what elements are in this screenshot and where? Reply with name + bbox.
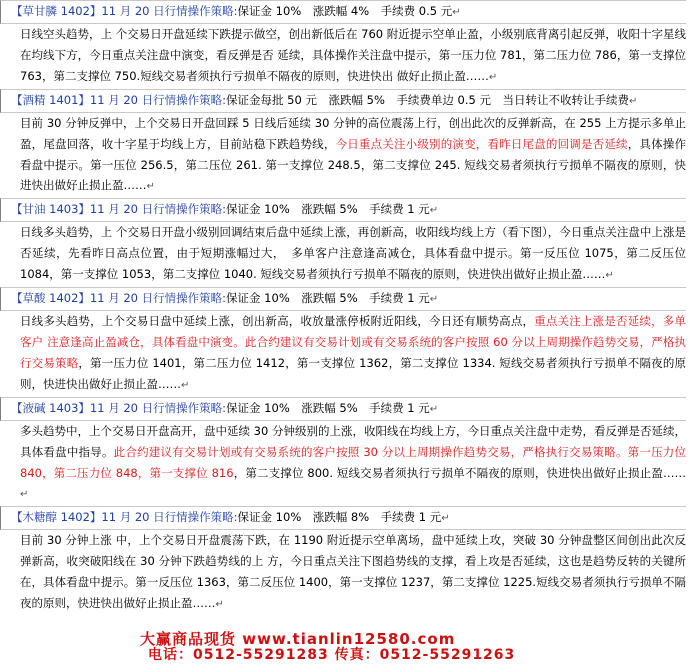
- contract-name: 【木糖醇 1402】: [11, 510, 102, 525]
- contract-name: 【酒精 1401】: [11, 92, 90, 107]
- section-header: [0, 397, 686, 421]
- analysis-paragraph: [0, 311, 686, 397]
- line-break-mark-icon: ↵: [441, 513, 450, 525]
- body-text: ，第一压力位 1401，第二压力位 1412，第一支撑位 1362，第二支撑位 1334. 短线交易者须执行亏损单不隔夜的原则，快进快出做好止损止盈……: [20, 355, 687, 391]
- line-break-mark-icon: ↵: [429, 403, 439, 415]
- analysis-paragraph: [0, 24, 686, 89]
- paragraph-mark-icon: ↵: [20, 489, 29, 501]
- highlight-text: 今日重点关注小级别的演变，看昨日尾盘的回调是否延续: [335, 136, 628, 151]
- strategy-section: [0, 397, 686, 507]
- paragraph-mark-icon: ↵: [215, 599, 224, 611]
- strategy-title: 11 月 20 日行情操作策略:: [89, 400, 227, 415]
- section-header: [0, 287, 686, 311]
- contract-terms: 保证金 10% 涨跌幅 5% 手续费 1 元: [226, 400, 430, 415]
- section-header: [0, 506, 686, 530]
- paragraph-mark-icon: ↵: [181, 379, 190, 391]
- footer-watermark: [140, 628, 560, 663]
- body-text: 多头趋势中，上个交易日开盘高开，盘中延续 30 分钟级别的上涨，收阳线在均线上方，今日重点关注盘中走势，看反弹是否延续，具体看盘中指导。: [20, 423, 686, 459]
- strategy-section: [0, 198, 686, 287]
- section-header: [0, 198, 686, 222]
- strategy-section: [0, 287, 686, 397]
- body-text: ，具体操作看盘中提示。第一压位 256.5，第二压位 261. 第一支撑位 248.5，第二支撑位 245. 短线交易者须执行亏损单不隔夜的原则，快进快出做好止损止盈……: [20, 136, 686, 193]
- section-header: [0, 89, 686, 113]
- analysis-paragraph: [0, 222, 686, 287]
- body-text: 日线多头趋势，上 个交易日开盘小级别回调结束后盘中延续上涨，再创新高，收阳线均线上方（看下图），今日重点关注盘中上涨是否延续，先看昨日高点位置，由于短期涨幅过大， 多单客户注意逢高减仓，具体看盘中提示。第一反压位 1075，第二反压位 1084，第一支撑位 1053，第二支撑位 1040. 短线交易者须执行亏损单不隔夜的原则，快进快出做好止损止盈……: [20, 225, 686, 282]
- analysis-paragraph: [0, 530, 686, 616]
- body-text: 目前 30 分钟上涨 中，上个交易日开盘震荡下跌，在 1190 附近提示空单离场，盘中延续上攻，突破 30 分钟盘整区间创出此次反弹新高，收突破阳线在 30 分钟下跌趋势线的上 方，今日重点关注下图趋势线的支撑，看上攻是否延续，这也是趋势反转的关键所在，具体看盘中提示。第一反压位 1363，第二反压位 1400，第一支撑位 1237，第二支撑位 1225.短线交易者须执行亏损单不隔夜的原则，快进快出做好止损止盈……: [20, 533, 686, 611]
- strategy-title: 11 月 20 日行情操作策略:: [89, 92, 227, 107]
- contract-name: 【甘油 1403】: [11, 202, 90, 217]
- strategy-title: 11 月 20 日行情操作策略:: [101, 510, 238, 525]
- body-text: 日线空头趋势，上 个交易日开盘延续下跌提示做空，创出新低后在 760 附近提示空单止盈，小级别底背离引起反弹，收阳十字星线在均线下方，今日重点关注盘中演变，看反弹是否 延续，具体操作关注盘中提示，第一压力位 781，第二压力位 786，第一支撑位 763，第二支撑位 750.短线交易者须执行亏损单不隔夜的原则，快进快出 做好止损止盈……: [20, 27, 686, 83]
- strategy-section: [0, 0, 686, 89]
- contract-terms: 保证金每批 50 元 涨跌幅 5% 手续费单边 0.5 元 当日转让不收转让手续费: [226, 92, 629, 107]
- strategy-section: [0, 506, 686, 616]
- highlight-text: 重点关注上涨是否延续，多单客户 注意逢高止盈减仓，具体看盘中演变。此合约建议有交易计划或有交易系统的客户按照 60 分以上周期操作趋势交易，严格执行交易策略: [20, 314, 686, 370]
- line-break-mark-icon: ↵: [452, 7, 461, 18]
- contract-terms: 保证金 10% 涨跌幅 5% 手续费 1 元: [226, 291, 430, 306]
- body-text: 目前 30 分钟反弹中，上个交易日开盘回踩 5 日线后延续 30 分钟的高位震荡上行，创出此次的反弹新高，在 255 上方提示多单止盈，尾盘回落，收十字星于均线上方，目前站稳下跌趋势线，: [20, 115, 686, 151]
- analysis-paragraph: [0, 113, 686, 199]
- line-break-mark-icon: ↵: [628, 95, 638, 107]
- contract-terms: 保证金 10% 涨跌幅 4% 手续费 0.5 元: [237, 4, 453, 18]
- contract-terms: 保证金 10% 涨跌幅 5% 手续费 1 元: [226, 202, 430, 217]
- contract-terms: 保证金 10% 涨跌幅 8% 手续费 1 元: [237, 510, 442, 525]
- paragraph-mark-icon: ↵: [488, 71, 498, 83]
- body-text: 日线多头趋势，上个交易日盘中延续上涨，创出新高，收放量涨停板附近阳线，今日还有顺势高点，: [20, 314, 535, 329]
- contract-name: 【液碱 1403】: [11, 400, 90, 415]
- footer-website: 大赢商品现货 www.tianlin12580.com: [140, 630, 456, 648]
- section-header: [0, 0, 686, 24]
- paragraph-mark-icon: ↵: [605, 270, 614, 282]
- footer-contact: 电话：0512-55291283 传真：0512-55291263: [148, 647, 516, 663]
- body-text: ，第二支撑位 800. 短线交易者须执行亏损单不隔夜的原则，快进快出做好止损止盈……: [233, 465, 686, 480]
- analysis-paragraph: [0, 421, 686, 507]
- strategy-title: 11 月 20 日行情操作策略:: [101, 4, 238, 18]
- paragraph-mark-icon: ↵: [146, 181, 155, 193]
- strategy-title: 11 月 20 日行情操作策略:: [89, 202, 227, 217]
- strategy-section: [0, 89, 686, 199]
- highlight-text: 此合约建议有交易计划或有交易系统的客户按照 30 分以上周期操作趋势交易，严格执行交易策略。第一压力位 840，第二压力位 848，第一支撑位 816: [20, 444, 686, 480]
- contract-name: 【草甘膦 1402】: [11, 4, 102, 18]
- line-break-mark-icon: ↵: [429, 294, 439, 306]
- strategy-title: 11 月 20 日行情操作策略:: [89, 291, 227, 306]
- line-break-mark-icon: ↵: [429, 205, 439, 217]
- contract-name: 【草酸 1402】: [11, 291, 90, 306]
